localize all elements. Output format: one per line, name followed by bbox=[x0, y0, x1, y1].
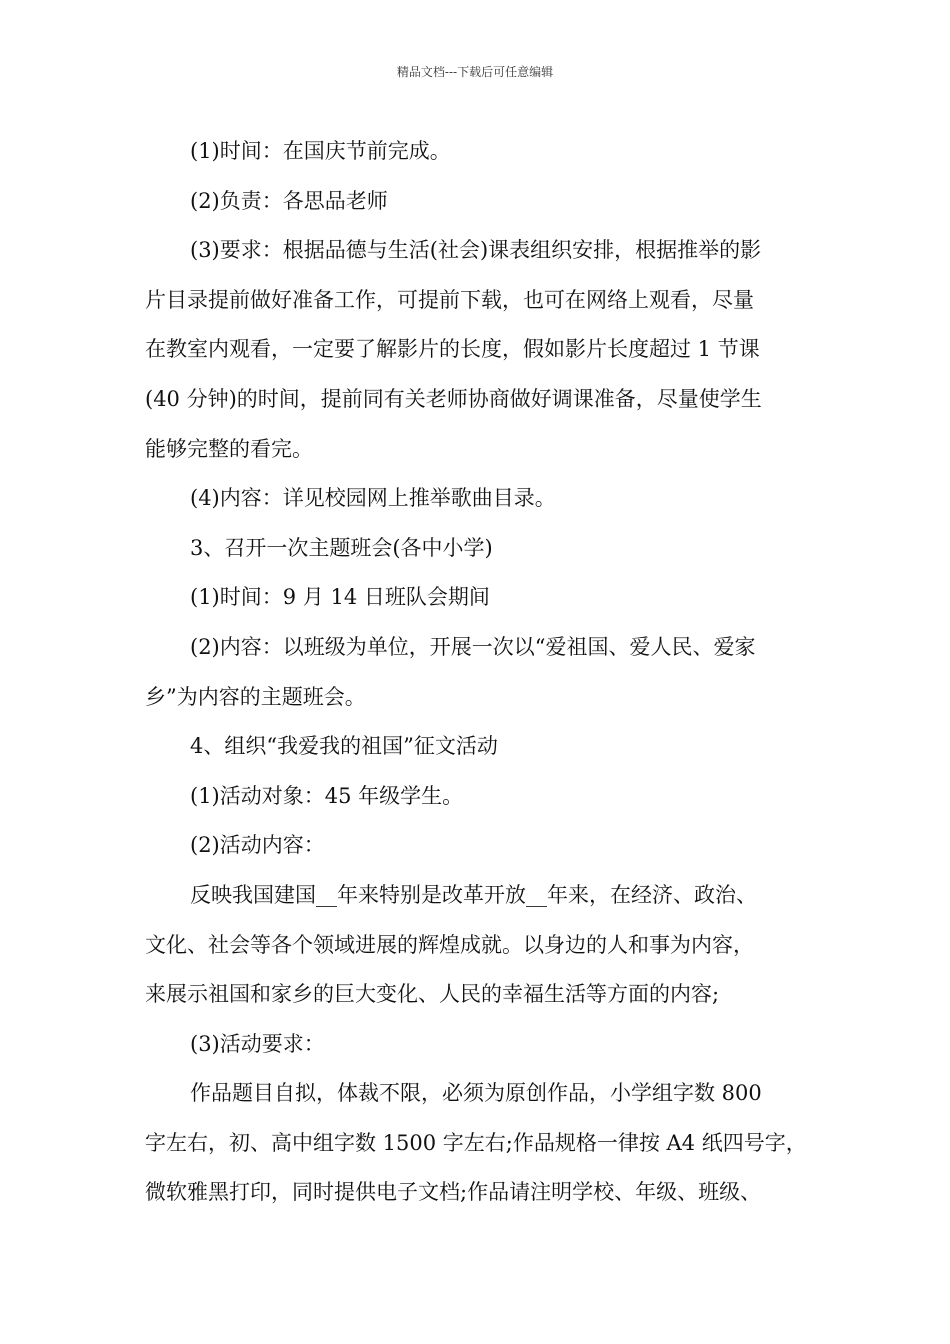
text-line: 文化、社会等各个领域进展的辉煌成就。以身边的人和事为内容， bbox=[145, 932, 754, 957]
text-line: 片目录提前做好准备工作，可提前下载，也可在网络上观看，尽量 bbox=[145, 287, 754, 312]
page-header: 精品文档---下载后可任意编辑 bbox=[396, 65, 554, 79]
text-line: (1)活动对象：45 年级学生。 bbox=[190, 783, 464, 808]
text-line: 来展示祖国和家乡的巨大变化、人民的幸福生活等方面的内容; bbox=[145, 982, 720, 1007]
text-line: 字左右，初、高中组字数 1500 字左右;作品规格一律按 A4 纸四号字， bbox=[145, 1130, 807, 1155]
text-line: 能够完整的看完。 bbox=[145, 436, 313, 461]
text-line: (2)活动内容： bbox=[190, 833, 325, 858]
section-heading: 3、召开一次主题班会(各中小学) bbox=[190, 535, 493, 560]
text-line: 作品题目自拟，体裁不限，必须为原创作品，小学组字数 800 bbox=[190, 1081, 762, 1106]
document-body bbox=[145, 127, 825, 1218]
text-line: (3)要求：根据品德与生活(社会)课表组织安排，根据推举的影 bbox=[190, 238, 762, 263]
text-line: 在教室内观看，一定要了解影片的长度，假如影片长度超过 1 节课 bbox=[145, 337, 760, 362]
section-heading: 4、组织“我爱我的祖国”征文活动 bbox=[190, 734, 498, 759]
text-line: (3)活动要求： bbox=[190, 1031, 325, 1056]
text-line: (40 分钟)的时间，提前同有关老师协商做好调课准备，尽量使学生 bbox=[145, 386, 762, 411]
text-line: (1)时间：在国庆节前完成。 bbox=[190, 139, 451, 163]
text-line: (2)负责：各思品老师 bbox=[190, 188, 388, 213]
text-line: 反映我国建国__年来特别是改革开放__年来，在经济、政治、 bbox=[190, 882, 757, 907]
text-line: (4)内容：详见校园网上推举歌曲目录。 bbox=[190, 486, 556, 511]
text-line: 微软雅黑打印，同时提供电子文档;作品请注明学校、年级、班级、 bbox=[145, 1180, 762, 1205]
text-line: (2)内容：以班级为单位，开展一次以“爱祖国、爱人民、爱家 bbox=[190, 634, 756, 659]
text-line: 乡”为内容的主题班会。 bbox=[145, 684, 366, 709]
text-line: (1)时间：9 月 14 日班队会期间 bbox=[190, 585, 490, 610]
